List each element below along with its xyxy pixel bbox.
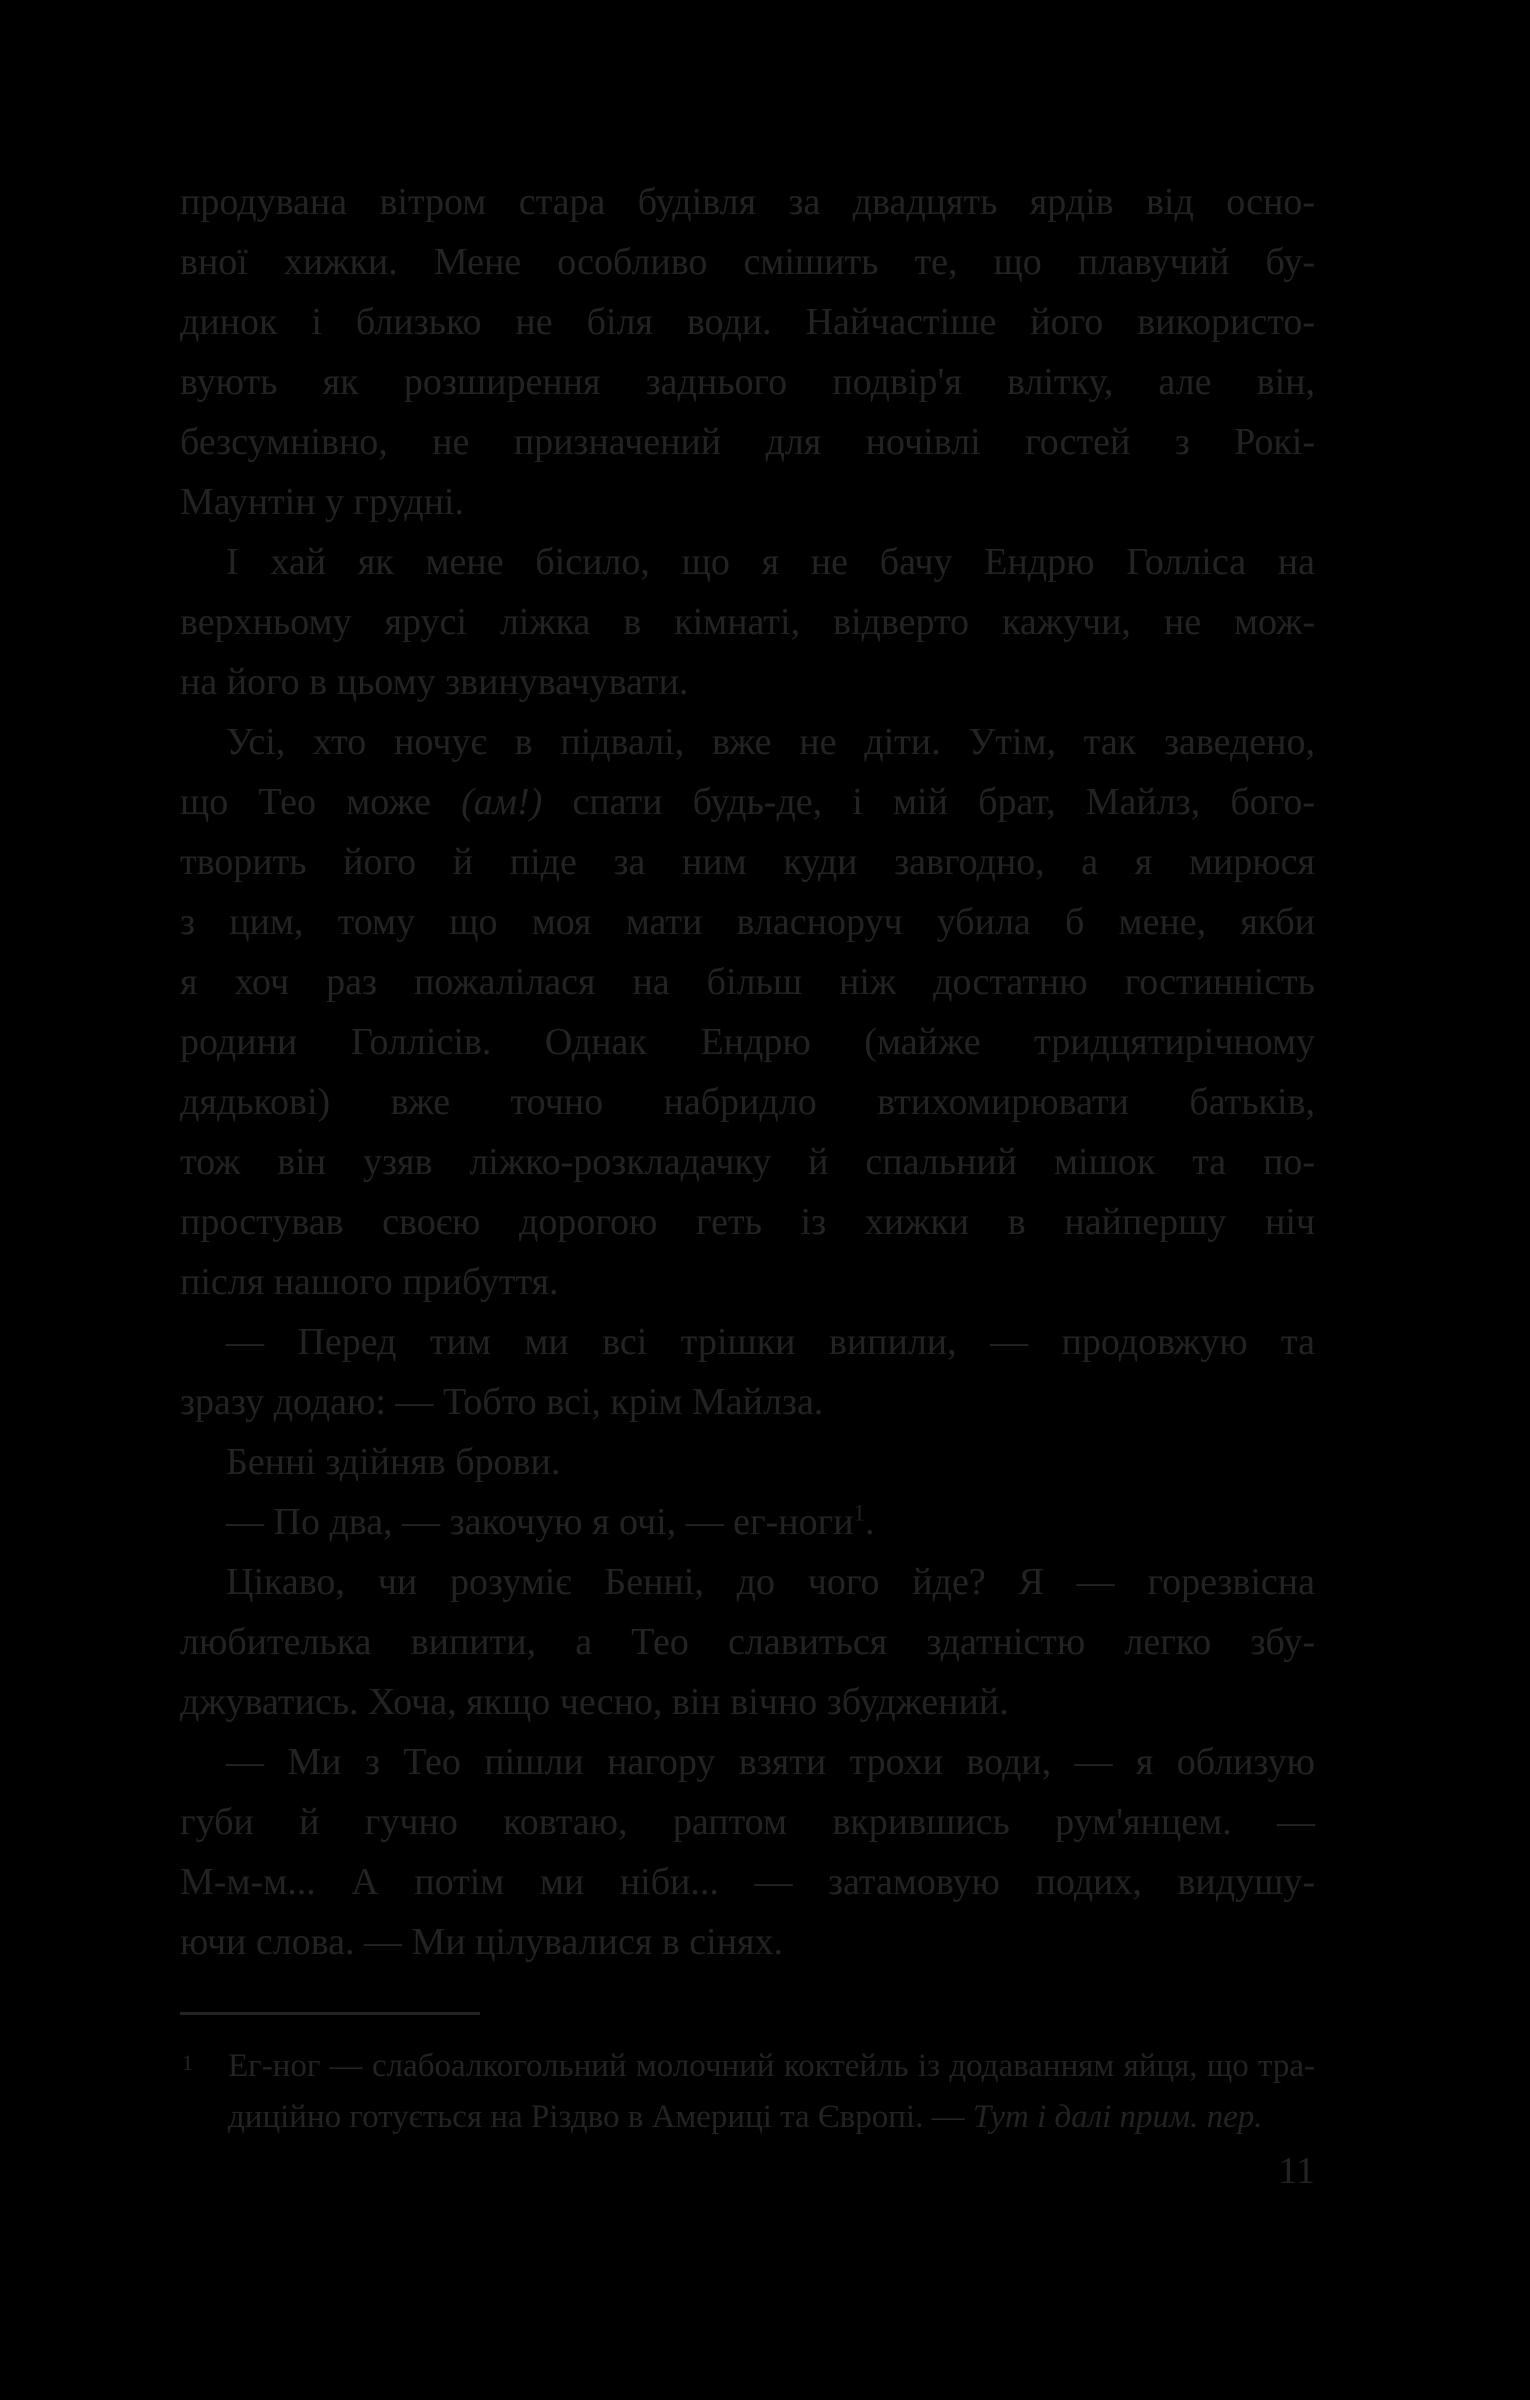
text-line	[180, 832, 1315, 892]
text-segment: вної хижки. Мене особливо смішить те, що плавучий бу-	[180, 241, 1315, 283]
footnote-marker: 1	[182, 2050, 193, 2075]
paragraph	[180, 1552, 1315, 1732]
text-segment: любителька випити, а Тео славиться здатністю легко збу-	[180, 1621, 1315, 1663]
text-line	[180, 412, 1315, 472]
paragraph	[180, 1492, 1315, 1552]
text-segment: я хоч раз пожалілася на більш ніж достатню гостинність	[180, 961, 1315, 1003]
text-line	[180, 652, 1315, 712]
text-line	[180, 1012, 1315, 1072]
text-segment: творить його й піде за ним куди завгодно, а я мирюся	[180, 841, 1315, 883]
footnote-body	[180, 2041, 1315, 2143]
text-line	[180, 772, 1315, 832]
text-segment: дядькові) вже точно набридло втихомирювати батьків,	[180, 1081, 1315, 1123]
text-segment: — Перед тим ми всі трішки випили, — продовжую та	[226, 1321, 1315, 1363]
text-segment: простував своєю дорогою геть із хижки в найпершу ніч	[180, 1201, 1315, 1243]
text-segment: Усі, хто ночує в підвалі, вже не діти. Утім, так заведено,	[226, 721, 1315, 763]
text-line	[180, 1732, 1315, 1792]
text-segment: ючи слова. — Ми цілувалися в сінях.	[180, 1921, 783, 1963]
text-line	[180, 1612, 1315, 1672]
text-line	[180, 172, 1315, 232]
text-line	[180, 232, 1315, 292]
text-segment: динок і близько не біля води. Найчастіше його використо-	[180, 301, 1315, 343]
footnote-text	[228, 2041, 1315, 2143]
text-segment: продувана вітром стара будівля за двадцять ярдів від осно-	[180, 181, 1315, 223]
text-segment: вують як розширення заднього подвір'я влітку, але він,	[180, 361, 1315, 403]
text-line	[180, 1252, 1315, 1312]
text-line	[228, 2092, 1315, 2143]
text-line	[180, 472, 1315, 532]
text-segment: (ам!)	[461, 781, 543, 823]
text-line	[180, 1852, 1315, 1912]
text-segment: верхньому ярусі ліжка в кімнаті, відверто кажучи, не мож-	[180, 601, 1315, 643]
text-line	[180, 1432, 1315, 1492]
text-segment: М-м-м... А потім ми ніби... — затамовую подих, видушу-	[180, 1861, 1315, 1903]
text-segment: Тут і далі прим. пер.	[972, 2099, 1263, 2135]
text-segment: джуватись. Хоча, якщо чесно, він вічно збуджений.	[180, 1681, 1009, 1723]
text-segment: — Ми з Тео пішли нагору взяти трохи води, — я облизую	[226, 1741, 1315, 1783]
text-segment: родини Голлісів. Однак Ендрю (майже тридцятирічному	[180, 1021, 1315, 1063]
text-line	[180, 592, 1315, 652]
text-line	[180, 292, 1315, 352]
text-line	[180, 1072, 1315, 1132]
text-segment: після нашого прибуття.	[180, 1261, 559, 1303]
text-line	[180, 1312, 1315, 1372]
text-segment: тож він узяв ліжко-розкладачку й спальний мішок та по-	[180, 1141, 1315, 1183]
text-line	[180, 892, 1315, 952]
text-line	[180, 1912, 1315, 1972]
text-line	[180, 532, 1315, 592]
text-segment: з цим, тому що моя мати власноруч убила б мене, якби	[180, 901, 1315, 943]
text-line	[180, 1672, 1315, 1732]
text-line	[180, 1552, 1315, 1612]
paragraph	[180, 172, 1315, 532]
text-segment: що Тео може	[180, 781, 462, 823]
paragraph	[180, 1312, 1315, 1432]
text-segment: губи й гучно ковтаю, раптом вкрившись рум'янцем. —	[180, 1801, 1315, 1843]
page-number: 11	[1278, 2150, 1315, 2192]
text-line	[180, 1372, 1315, 1432]
text-line	[180, 1792, 1315, 1852]
text-line	[180, 1192, 1315, 1252]
text-line	[180, 352, 1315, 412]
text-line	[180, 712, 1315, 772]
text-segment: .	[865, 1501, 875, 1543]
paragraph	[180, 1432, 1315, 1492]
text-line	[180, 952, 1315, 1012]
text-line	[228, 2041, 1315, 2092]
text-segment: диційно готується на Різдво в Америці та Європі. —	[228, 2099, 973, 2135]
paragraph	[180, 1732, 1315, 1972]
text-segment: Цікаво, чи розуміє Бенні, до чого йде? Я — горезвісна	[226, 1561, 1315, 1603]
text-segment: Маунтін у грудні.	[180, 481, 464, 523]
text-line	[180, 1492, 1315, 1552]
text-segment: безсумнівно, не призначений для ночівлі гостей з Рокі-	[180, 421, 1315, 463]
footnote	[180, 2012, 1315, 2143]
paragraph	[180, 712, 1315, 1312]
text-segment: спати будь-де, і мій брат, Майлз, бого-	[542, 781, 1315, 823]
text-segment: — По два, — закочую я очі, — ег-ноги	[226, 1501, 854, 1543]
text-segment: Бенні здійняв брови.	[226, 1441, 561, 1483]
paragraph	[180, 532, 1315, 712]
text-segment: зразу додаю: — Тобто всі, крім Майлза.	[180, 1381, 824, 1423]
text-block	[180, 172, 1315, 1972]
text-segment: Ег-ног — слабоалкогольний молочний коктейль із додаванням яйця, що тра-	[228, 2048, 1315, 2084]
text-line	[180, 1132, 1315, 1192]
footnote-reference: 1	[853, 1500, 866, 1526]
text-segment: на його в цьому звинувачувати.	[180, 661, 689, 703]
text-segment: І хай як мене бісило, що я не бачу Ендрю Голліса на	[226, 541, 1315, 583]
footnote-divider	[180, 2012, 480, 2015]
